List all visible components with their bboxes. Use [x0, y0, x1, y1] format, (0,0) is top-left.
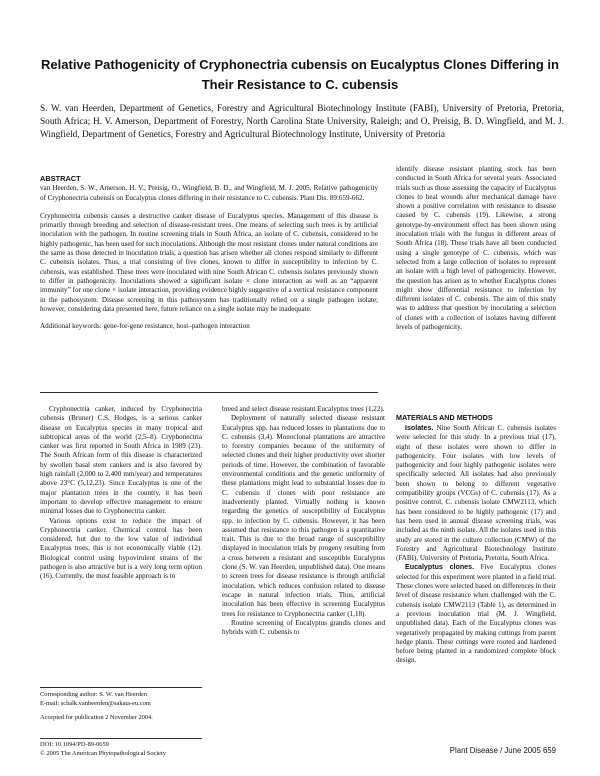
clones-text: Five Eucalyptus clones selected for this experiment were planted in a field trial. These clones were selected based on differences in their level of disease resistance when challenged with the C. cubensis isolate CMW2113 (Table 1), as determined in a previous inoculation trial (M. J. Wingfield, unpublished data). Each of the Eucalyptus clones was vegetatively propagated by making cuttings from parent hedge plants. These cuttings were rooted and hardened before being planted in a randomized complete block design. [396, 563, 557, 665]
intro-continuation-text: identify disease resistant planting stock has been conducted in South Africa for several years. Associated trials such as those assessing the capacity of Eucalyptus clones to heal wounds after mechanical damage have shown a positive correlation with resistance to disease caused by C. cubensis (19). Likewise, a strong genotype-by-environment effect has been shown using inoculation trials with the fungus in different areas of South Africa (18). These trials have all been conducted using a single genotype of C. cubensis, which was selected from a large collection of isolates to represent an isolate with a high level of pathogenicity. However, the question has arisen as to whether Eucalyptus clones might show differential resistance to infection by different isolates of C. cubensis. The aim of this study was to address that question by inoculating a selection of clones with a collection of isolates having different levels of pathogenicity. [396, 165, 556, 332]
intro-continuation [396, 165, 556, 332]
abstract-keywords: Additional keywords: gene-for-gene resistance, host–pathogen interaction [40, 322, 250, 331]
running-footer: Plant Disease / June 2005 659 [449, 746, 556, 755]
methods-paragraph-clones [396, 563, 556, 665]
abstract-divider [40, 392, 378, 393]
methods-heading: MATERIALS AND METHODS [396, 413, 493, 422]
intro-column-1 [40, 405, 202, 582]
abstract-citation: van Heerden, S. W., Amerson, H. V., Preisig, O., Wingfield, B. D., and Wingfield, M. J. 2005. Relative pathogenicity of Cryphonectria cubensis on Eucalyptus clones differing in their resistance to C. cubensis. Plant Dis. 89:659-662. [40, 184, 378, 202]
publication-info [40, 741, 202, 758]
doi-divider [40, 738, 202, 739]
paper-title: Relative Pathogenicity of Cryphonectria cubensis on Eucalyptus Clones Differing in Their Resistance to C. cubensis [41, 57, 559, 92]
methods-column [396, 424, 556, 666]
doi-text: DOI: 10.1094/PD-89-0659 [40, 741, 109, 748]
intro-paragraph: Routine screening of Eucalyptus grandis clones and hybrids with C. cubensis to [222, 618, 385, 637]
intro-paragraph: breed and select disease resistant Eucalyptus trees (1,22). [222, 405, 385, 413]
author-affiliations: S. W. van Heerden, Department of Genetics, Forestry and Agricultural Biotechnology Institute (FABI), University of Pretoria, Pretoria, South Africa; H. V. Amerson, Department of Forestry, North Carolina State University, Raleigh; and O. Preisig, B. D. Wingfield, and M. J. Wingfield, Department of Genetics, Forestry and Agricultural Biotechnology Institute, University of Pretoria [40, 104, 564, 140]
abstract-body: Cryphonectria cubensis causes a destructive canker disease of Eucalyptus species. Management of this disease is primarily through breeding and selection of disease-resistant trees. One means of selecting such trees is by artificial inoculation with the pathogen. In routine screening trials in South Africa, an isolate of C. cubensis, considered to be highly pathogenic, has been used for such inoculations. Although the most resistant clones under natural conditions are the same as those detected in inoculation trials, a question has arisen whether all clones respond similarly to different C. cubensis isolates. Thus, a trial consisting of five clones, known to differ in susceptibility to infection by C. cubensis, was established. These trees were inoculated with nine South African C. cubensis isolates previously shown to differ in pathogenicity. Inoculations showed a significant isolate × clone interaction as well as an “apparent immunity” for one clone × isolate interaction, providing evidence highly suggestive of a vertical resistance component in the pathosystem. Disease screening in this pathosystem has traditionally relied on a single pathogen isolate; however, considering data presented here, future reliance on a single isolate may be inadequate. [40, 211, 378, 313]
isolates-subheading: Isolates. [405, 424, 434, 432]
author-email: E-mail: schalk.vanheerden@sakata-eu.com [40, 699, 151, 707]
intro-paragraph: Various options exist to reduce the impact of Cryphonectria canker. Chemical control has been considered, but due to the low value of individual Eucalyptus trees, this is not economically viable (12). Biological control using hypovirulent strains of the pathogen is also attractive but is a very long term option (16). Currently, the most feasible approach is to [40, 516, 202, 581]
intro-paragraph: Deployment of naturally selected disease resistant Eucalyptus spp. has reduced losses in plantations due to C. cubensis (3,4). Monoclonal plantations are attractive to forestry companies because of the uniformity of selected clones and their higher productivity over shorter periods of time. However, the combination of favorable environmental conditions and the genetic uniformity of these plantations might lead to substantial losses due to C. cubensis if clones with poor resistance are inadvertently planted. Virtually nothing is known regarding the genetics of susceptibility of Eucalyptus spp. to infection by C. cubensis. However, it has been assumed that resistance to this pathogen is a quantitative trait. This is due to the broad range of susceptibility displayed in inoculation trials by progeny resulting from a cross between a resistant and susceptible Eucalyptus clone (S. W. van Heerden, unpublished data). One means to screen trees for disease resistance is through artificial inoculation, which reduces confusion related to disease escape in natural infection trials. Thus, artificial inoculation has been effective in screening Eucalyptus trees for resistance to Cryphonectria canker (1,18). [222, 414, 385, 618]
abstract-heading: ABSTRACT [40, 174, 81, 183]
accepted-date: Accepted for publication 2 November 2004. [40, 714, 153, 721]
corresponding-author: Corresponding author: S. W. van Heerden [40, 691, 148, 698]
footnotes [40, 691, 202, 723]
copyright-text: © 2005 The American Phytopathological Society [40, 749, 166, 757]
abstract-section [40, 174, 378, 331]
isolates-text: Nine South African C. cubensis isolates were selected for this study. In a previous trial (17), eight of these isolates were shown to differ in pathogenicity. Four isolates with low levels of pathogenicity and four highly pathogenic isolates were specifically selected. All isolates had also previously been shown to belong to different vegetative compatibility groups (VCGs) of C. cubensis (17). As a positive control, C. cubensis isolate CMW2113, which has been considered to be highly pathogenic (17) and has been used in annual disease screening trials, was included as the ninth isolate. All the isolates used in this study are stored in the culture collection (CMW) of the Forestry and Agricultural Biotechnology Institute (FABI), University of Pretoria, Pretoria, South Africa. [396, 424, 556, 563]
footnote-divider [40, 687, 202, 688]
intro-paragraph: Cryphonectria canker, induced by Cryphonectria cubensis (Bruner) C.S. Hodges, is a serious canker disease on Eucalyptus species in many tropical and subtropical areas of the world (2,5–8). Cryphonectria canker was first reported in South Africa in 1989 (23). The South African form of this disease is characterized by swollen basal stem cankers and is also favored by high rainfall (2,000 to 2,400 mm/year) and temperatures above 23°C (5,12,23). Since Eucalyptus is one of the major plantation trees in the country, it has been important to develop effective management to ensure minimal losses due to Cryphonectria canker. [40, 405, 202, 516]
clones-subheading: Eucalyptus clones. [405, 563, 475, 572]
intro-column-2 [222, 405, 385, 637]
methods-paragraph-isolates [396, 424, 556, 563]
